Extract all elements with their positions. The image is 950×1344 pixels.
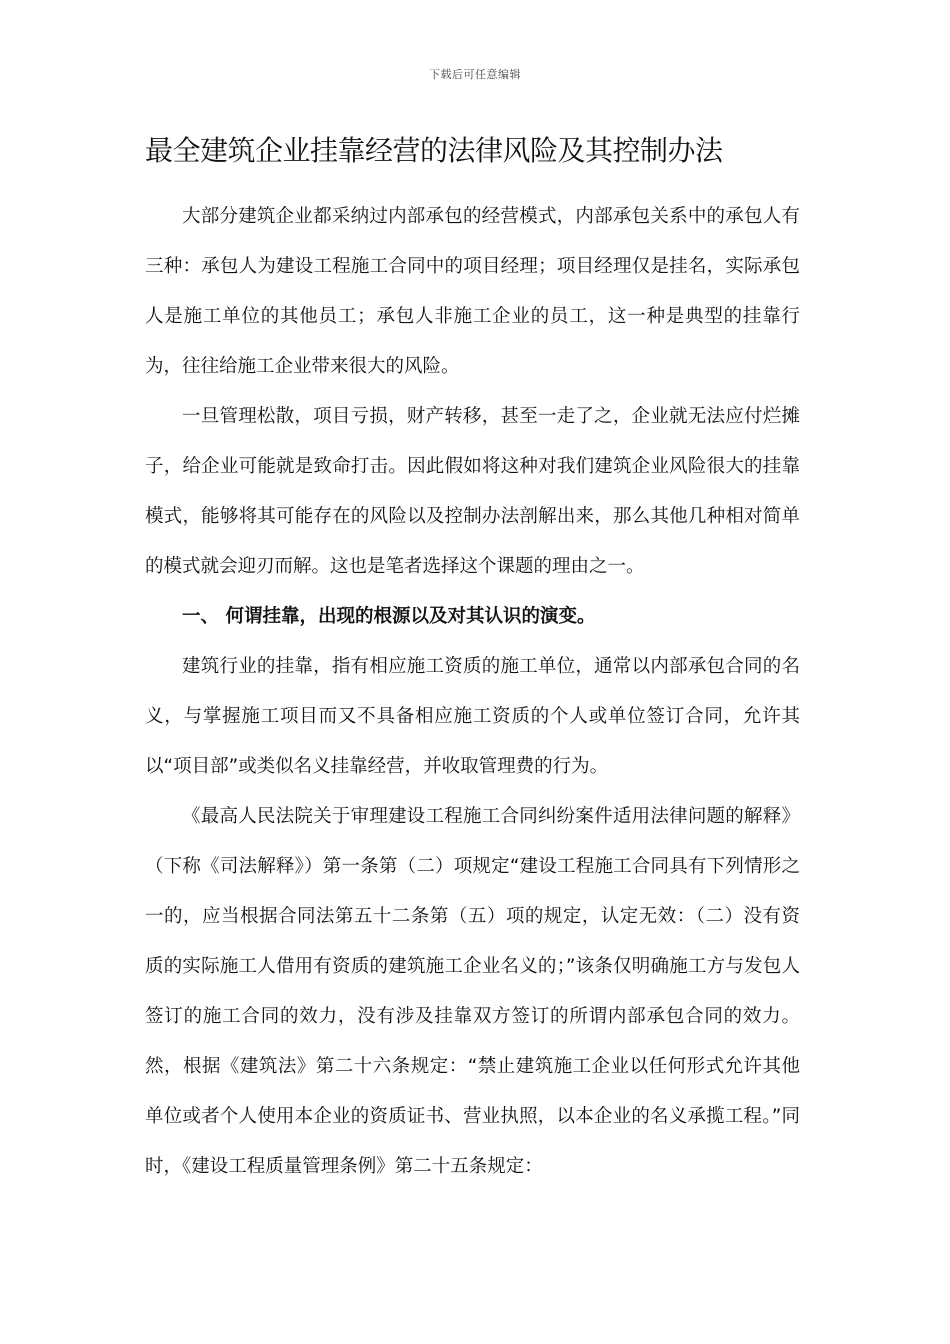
document-title: 最全建筑企业挂靠经营的法律风险及其控制办法 xyxy=(145,134,723,167)
document-body xyxy=(145,126,800,1192)
intro-paragraph-2: 一旦管理松散，项目亏损，财产转移，甚至一走了之，企业就无法应付烂摊子，给企业可能就是致命打击。因此假如将这种对我们建筑企业风险很大的挂靠模式，能够将其可能存在的风险以及控制办法剖解出来，那么其他几种相对简单的模式就会迎刃而解。这也是笔者选择这个课题的理由之一。 xyxy=(145,406,800,577)
section-heading: 一、 何谓挂靠，出现的根源以及对其认识的演变。 xyxy=(182,606,596,627)
intro-paragraph-1: 大部分建筑企业都采纳过内部承包的经营模式，内部承包关系中的承包人有三种：承包人为建设工程施工合同中的项目经理；项目经理仅是挂名，实际承包人是施工单位的其他员工；承包人非施工企业的员工，这一种是典型的挂靠行为，往往给施工企业带来很大的风险。 xyxy=(145,206,800,377)
section-paragraph-2: 《最高人民法院关于审理建设工程施工合同纠纷案件适用法律问题的解释》（下称《司法解释》）第一条第（二）项规定“建设工程施工合同具有下列情形之一的，应当根据合同法第五十二条第（五）项的规定，认定无效：（二）没有资质的实际施工人借用有资质的建筑施工企业名义的；”该条仅明确施工方与发包人签订的施工合同的效力，没有涉及挂靠双方签订的所谓内部承包合同的效力。然，根据《建筑法》第二十六条规定：“禁止建筑施工企业以任何形式允许其他单位或者个人使用本企业的资质证书、营业执照，以本企业的名义承揽工程。”同时，《建设工程质量管理条例》第二十五条规定： xyxy=(145,806,800,1177)
header-note: 下载后可任意编辑 xyxy=(429,68,521,81)
section-paragraph-1: 建筑行业的挂靠，指有相应施工资质的施工单位，通常以内部承包合同的名义，与掌握施工项目而又不具备相应施工资质的个人或单位签订合同，允许其以“项目部”或类似名义挂靠经营，并收取管理费的行为。 xyxy=(145,656,800,777)
